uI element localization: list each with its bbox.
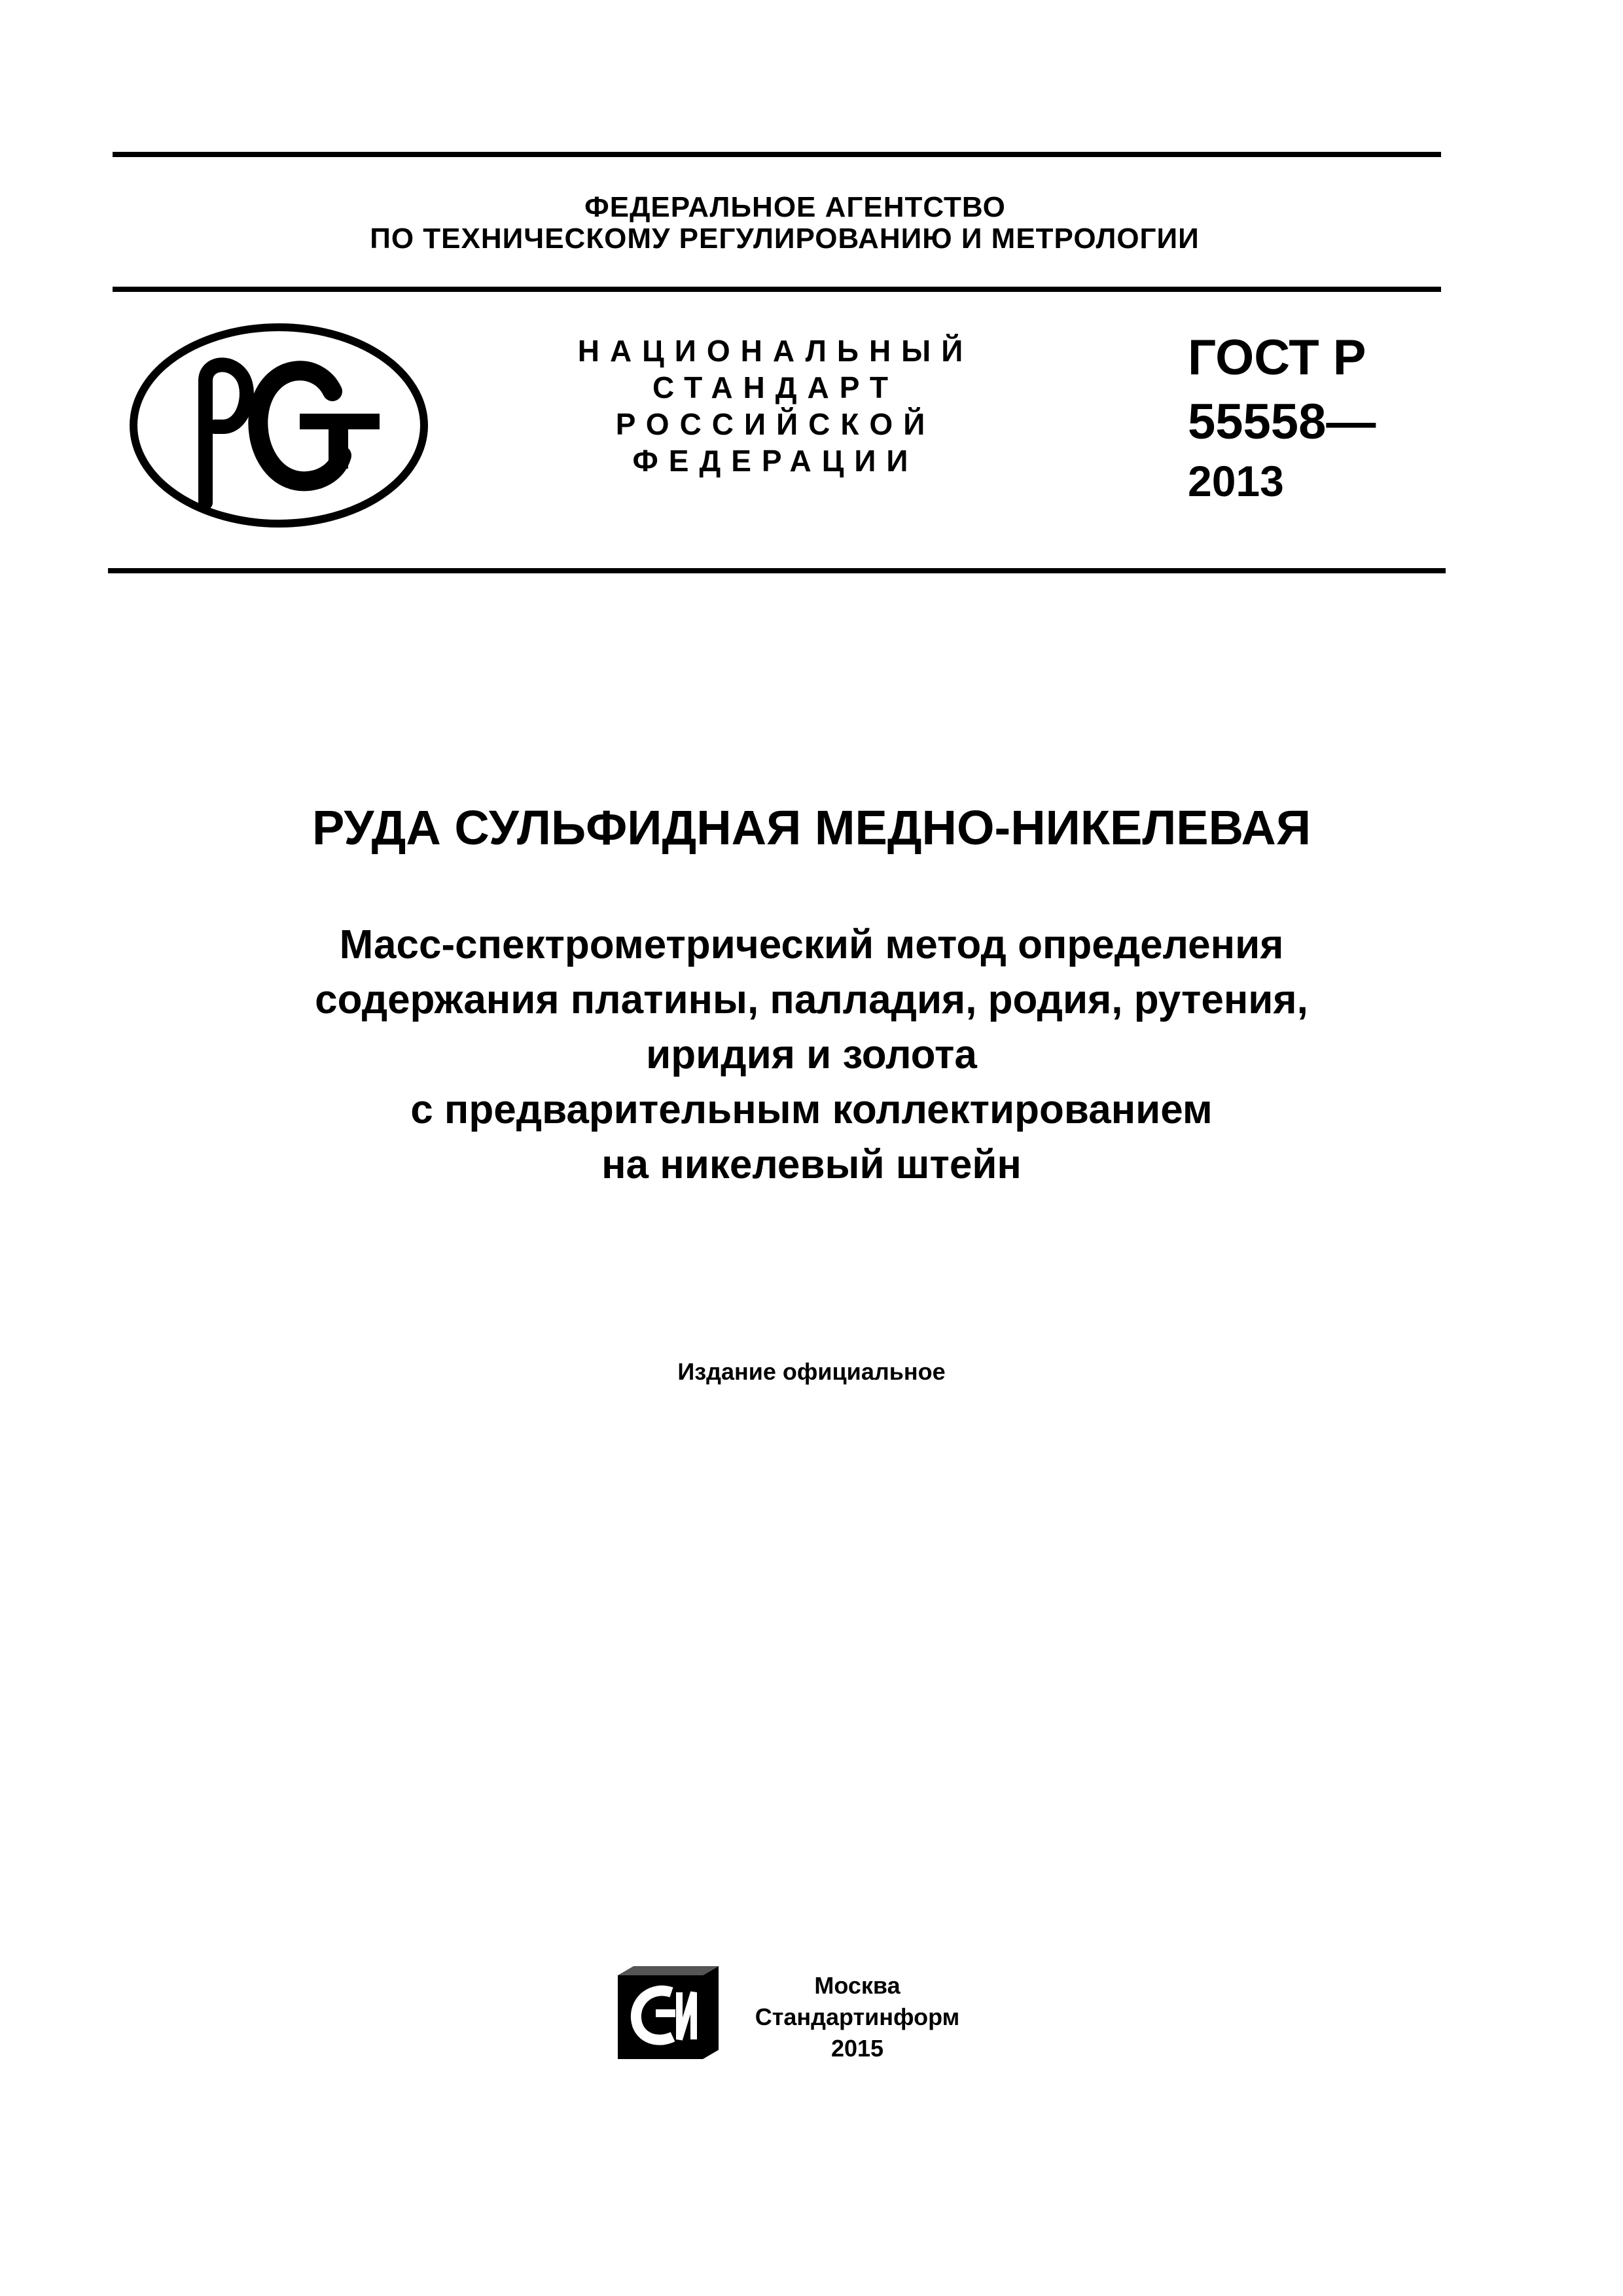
agency-name-line-2: ПО ТЕХНИЧЕСКОМУ РЕГУЛИРОВАНИЮ И МЕТРОЛОГИИ xyxy=(370,223,1200,255)
subtitle-line: на никелевый штейн xyxy=(601,1142,1022,1187)
top-rule xyxy=(113,152,1441,157)
header-bottom-rule xyxy=(108,568,1446,573)
document-title: РУДА СУЛЬФИДНАЯ МЕДНО-НИКЕЛЕВАЯ xyxy=(312,800,1311,855)
subtitle-line: иридия и золота xyxy=(646,1032,977,1077)
edition-note: Издание официальное xyxy=(677,1358,946,1385)
subtitle-line: содержания платины, палладия, родия, рутения, xyxy=(315,977,1308,1022)
header-rule xyxy=(113,287,1441,292)
standartinform-logo-icon xyxy=(615,1964,721,2062)
national-standard-line-4: ФЕДЕРАЦИИ xyxy=(632,444,919,478)
national-standard-line-3: РОССИЙСКОЙ xyxy=(615,407,936,441)
publisher-city: Москва xyxy=(814,1972,901,1999)
agency-name-line-1: ФЕДЕРАЛЬНОЕ АГЕНТСТВО xyxy=(584,191,1006,223)
subtitle-line: Масс-спектрометрический метод определения xyxy=(339,922,1284,967)
standard-code-year: 2013 xyxy=(1188,457,1284,505)
publication-year: 2015 xyxy=(830,2035,884,2062)
subtitle-line: с предварительным коллектированием xyxy=(410,1087,1213,1132)
standard-code-number: 55558— xyxy=(1188,394,1376,450)
standard-code-prefix: ГОСТ Р xyxy=(1188,330,1366,386)
publisher-imprint xyxy=(746,1970,969,2064)
document-subtitle xyxy=(0,918,1623,1193)
national-standard-line-2: СТАНДАРТ xyxy=(652,370,899,404)
rst-gost-logo-icon xyxy=(128,321,429,530)
national-standard-line-1: НАЦИОНАЛЬНЫЙ xyxy=(577,334,974,368)
publisher-name: Стандартинформ xyxy=(755,2003,960,2030)
